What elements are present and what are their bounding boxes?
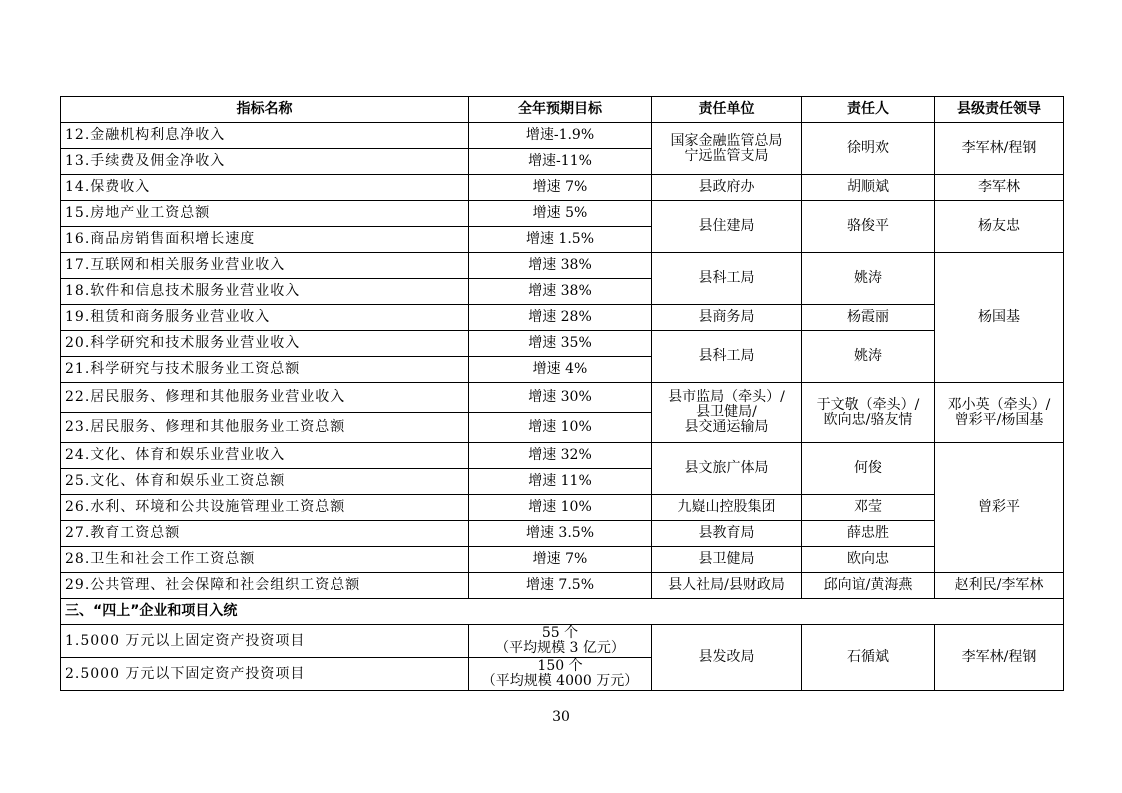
- unit-cell: 九嶷山控股集团: [652, 495, 802, 521]
- table-row: [61, 521, 1064, 547]
- person-cell: 邓莹: [802, 495, 935, 521]
- person-cell: 石循斌: [802, 625, 935, 691]
- target-line: （平均规模 3 亿元）: [495, 640, 625, 656]
- unit-cell: 县教育局: [652, 521, 802, 547]
- target-value: 增速 7%: [469, 175, 652, 201]
- table-row: [61, 383, 1064, 413]
- table-row: [61, 201, 1064, 227]
- indicator-name: 28.卫生和社会工作工资总额: [61, 547, 469, 573]
- person-cell: 杨霞丽: [802, 305, 935, 331]
- table-row: [61, 305, 1064, 331]
- unit-cell: [652, 123, 802, 175]
- leader-line: 邓小英（牵头）/: [947, 396, 1051, 413]
- person-cell: 何俊: [802, 443, 935, 495]
- section-title: 三、“四上”企业和项目入统: [61, 599, 1064, 625]
- unit-cell: 县文旅广体局: [652, 443, 802, 495]
- person-cell: 徐明欢: [802, 123, 935, 175]
- person-cell: 邱向谊/黄海燕: [802, 573, 935, 599]
- table-row: [61, 331, 1064, 357]
- indicator-name: 18.软件和信息技术服务业营业收入: [61, 279, 469, 305]
- table-row: [61, 123, 1064, 149]
- leader-cell: 李军林: [935, 175, 1064, 201]
- header-indicator: 指标名称: [61, 97, 469, 123]
- indicator-name: 12.金融机构利息净收入: [61, 123, 469, 149]
- unit-cell: 县发改局: [652, 625, 802, 691]
- header-leader: 县级责任领导: [935, 97, 1064, 123]
- indicator-name: 1.5000 万元以上固定资产投资项目: [61, 625, 469, 658]
- page-number: 30: [552, 709, 570, 725]
- table-row: [61, 495, 1064, 521]
- target-value: 增速 5%: [469, 201, 652, 227]
- person-cell: 薛忠胜: [802, 521, 935, 547]
- unit-cell: 县住建局: [652, 201, 802, 253]
- leader-cell: 曾彩平: [935, 443, 1064, 573]
- person-cell: 骆俊平: [802, 201, 935, 253]
- unit-cell: 县政府办: [652, 175, 802, 201]
- target-value: 增速 1.5%: [469, 227, 652, 253]
- person-cell: 姚涛: [802, 331, 935, 383]
- unit-cell: [652, 383, 802, 443]
- indicator-name: 15.房地产业工资总额: [61, 201, 469, 227]
- header-target: 全年预期目标: [469, 97, 652, 123]
- target-value: 增速 11%: [469, 469, 652, 495]
- leader-line: 曾彩平/杨国基: [954, 411, 1044, 428]
- target-value: [469, 625, 652, 658]
- indicator-name: 25.文化、体育和娱乐业工资总额: [61, 469, 469, 495]
- indicator-name: 26.水利、环境和公共设施管理业工资总额: [61, 495, 469, 521]
- target-value: 增速-1.9%: [469, 123, 652, 149]
- target-value: 增速-11%: [469, 149, 652, 175]
- unit-cell: 县卫健局: [652, 547, 802, 573]
- unit-line: 宁远监管支局: [684, 147, 769, 164]
- table-row: [61, 175, 1064, 201]
- indicator-name: 19.租赁和商务服务业营业收入: [61, 305, 469, 331]
- person-cell: 胡顺斌: [802, 175, 935, 201]
- target-value: 增速 3.5%: [469, 521, 652, 547]
- table-header-row: [61, 97, 1064, 123]
- table-row: [61, 625, 1064, 658]
- person-line: 欧向忠/骆友情: [823, 411, 913, 428]
- indicator-name: 29.公共管理、社会保障和社会组织工资总额: [61, 573, 469, 599]
- leader-cell: 李军林/程钢: [935, 123, 1064, 175]
- target-value: 增速 38%: [469, 253, 652, 279]
- target-value: [469, 658, 652, 691]
- target-line: 150 个: [537, 658, 583, 674]
- table-row: [61, 573, 1064, 599]
- unit-cell: 县科工局: [652, 253, 802, 305]
- target-line: （平均规模 4000 万元）: [481, 673, 639, 689]
- unit-cell: 县商务局: [652, 305, 802, 331]
- leader-cell: 杨国基: [935, 253, 1064, 383]
- header-unit: 责任单位: [652, 97, 802, 123]
- section-row: [61, 599, 1064, 625]
- unit-line: 县市监局（牵头）/: [668, 389, 785, 405]
- target-value: 增速 7%: [469, 547, 652, 573]
- indicator-name: 16.商品房销售面积增长速度: [61, 227, 469, 253]
- target-value: 增速 38%: [469, 279, 652, 305]
- indicator-name: 27.教育工资总额: [61, 521, 469, 547]
- target-value: 增速 7.5%: [469, 573, 652, 599]
- table-row: [61, 443, 1064, 469]
- target-value: 增速 30%: [469, 383, 652, 413]
- person-line: 于文敬（牵头）/: [816, 396, 920, 413]
- indicator-name: 22.居民服务、修理和其他服务业营业收入: [61, 383, 469, 413]
- unit-line: 县交通运输局: [684, 419, 769, 435]
- leader-cell: 杨友忠: [935, 201, 1064, 253]
- target-value: 增速 10%: [469, 495, 652, 521]
- person-cell: 姚涛: [802, 253, 935, 305]
- table-row: [61, 547, 1064, 573]
- header-person: 责任人: [802, 97, 935, 123]
- person-cell: 欧向忠: [802, 547, 935, 573]
- person-cell: [802, 383, 935, 443]
- indicator-name: 20.科学研究和技术服务业营业收入: [61, 331, 469, 357]
- table-row: [61, 253, 1064, 279]
- indicator-name: 21.科学研究与技术服务业工资总额: [61, 357, 469, 383]
- unit-line: 县卫健局/: [696, 404, 757, 420]
- indicator-name: 14.保费收入: [61, 175, 469, 201]
- leader-cell: [935, 383, 1064, 443]
- unit-cell: 县人社局/县财政局: [652, 573, 802, 599]
- indicator-name: 24.文化、体育和娱乐业营业收入: [61, 443, 469, 469]
- target-line: 55 个: [541, 625, 579, 641]
- responsibility-table: [60, 96, 1064, 691]
- target-value: 增速 4%: [469, 357, 652, 383]
- indicator-name: 23.居民服务、修理和其他服务业工资总额: [61, 413, 469, 443]
- target-value: 增速 35%: [469, 331, 652, 357]
- indicator-name: 2.5000 万元以下固定资产投资项目: [61, 658, 469, 691]
- leader-cell: 赵利民/李军林: [935, 573, 1064, 599]
- leader-cell: 李军林/程钢: [935, 625, 1064, 691]
- target-value: 增速 32%: [469, 443, 652, 469]
- unit-cell: 县科工局: [652, 331, 802, 383]
- unit-line: 国家金融监管总局: [670, 132, 783, 149]
- target-value: 增速 10%: [469, 413, 652, 443]
- target-value: 增速 28%: [469, 305, 652, 331]
- indicator-name: 13.手续费及佣金净收入: [61, 149, 469, 175]
- indicator-name: 17.互联网和相关服务业营业收入: [61, 253, 469, 279]
